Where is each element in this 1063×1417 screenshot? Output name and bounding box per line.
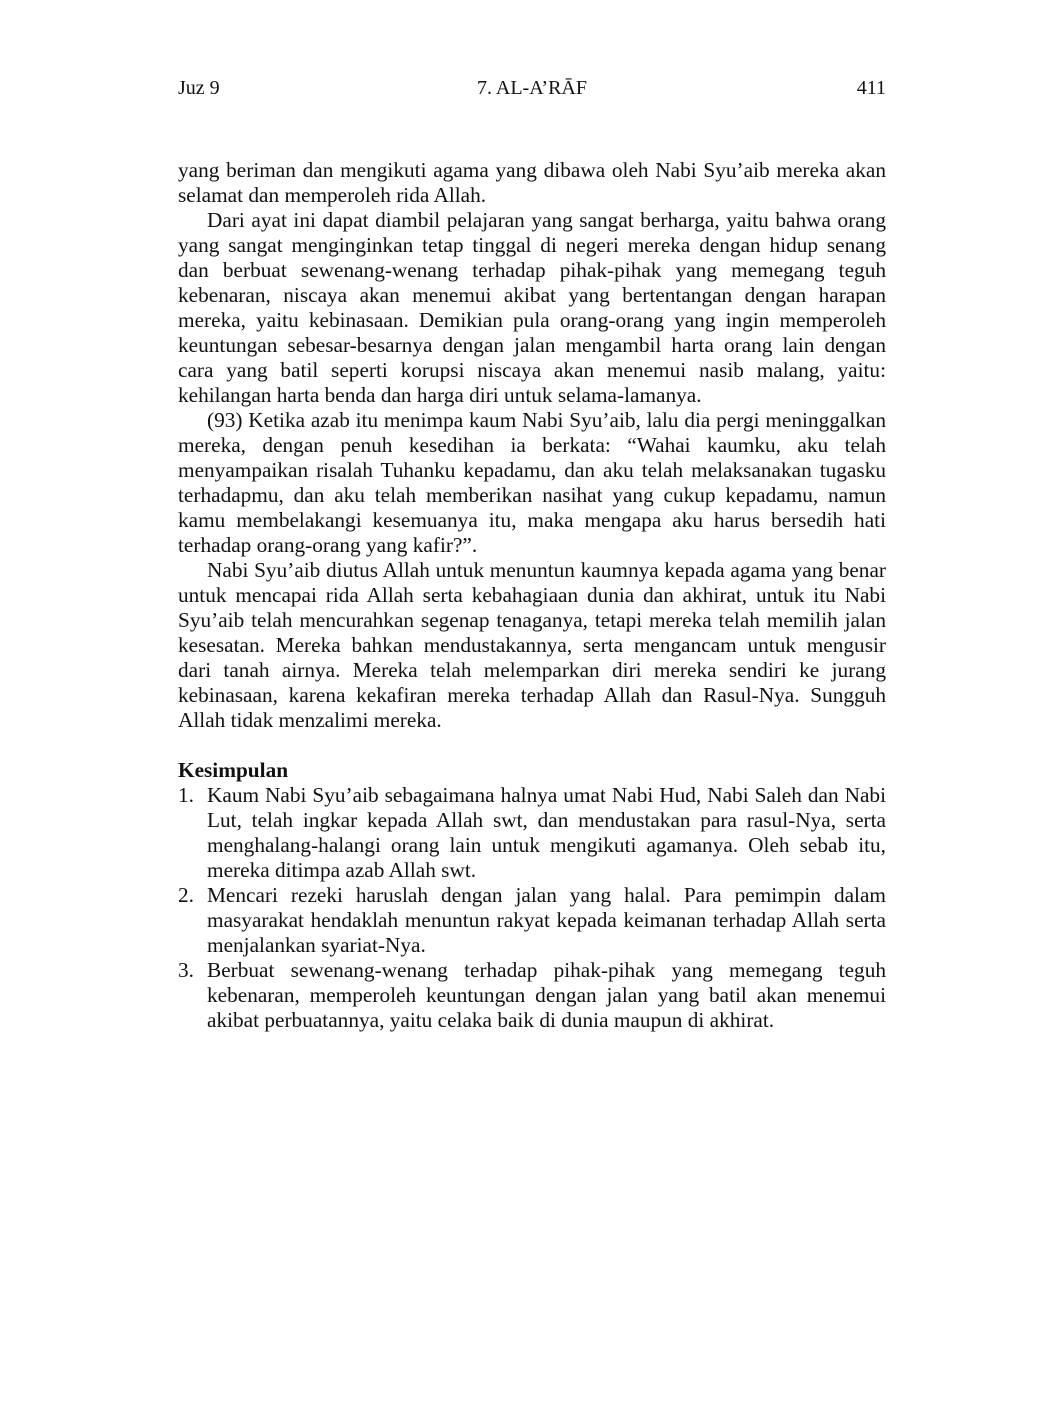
list-item: [178, 783, 886, 883]
list-item-number: 3.: [178, 958, 194, 982]
list-item-text: Mencari rezeki haruslah dengan jalan yang halal. Para pemimpin dalam masyarakat hendaklah menuntun rakyat kepada keimanan terhadap Allah serta menjalankan syariat-Nya.: [207, 883, 886, 957]
list-item-number: 2.: [178, 883, 194, 907]
juz-label: Juz 9: [178, 77, 220, 99]
list-item-number: 1.: [178, 783, 194, 807]
page-header: [178, 74, 886, 102]
paragraph-4: Nabi Syu’aib diutus Allah untuk menuntun kaumnya kepada agama yang benar untuk mencapai rida Allah serta kebahagiaan dunia dan akhirat, untuk itu Nabi Syu’aib telah mencurahkan segenap tenaganya, tetapi mereka telah memilih jalan kesesatan. Mereka bahkan mendustakannya, serta mengancam untuk mengusir dari tanah airnya. Mereka telah melemparkan diri mereka sendiri ke jurang kebinasaan, karena kekafiran mereka terhadap Allah dan Rasul-Nya. Sungguh Allah tidak menzalimi mereka.: [178, 558, 886, 732]
conclusion-list: [178, 783, 886, 1033]
surah-title: 7. AL-A’RĀF: [476, 77, 587, 99]
body-text: [178, 158, 886, 1033]
list-item: [178, 958, 886, 1033]
page-number: 411: [856, 77, 886, 99]
list-item-text: Kaum Nabi Syu’aib sebagaimana halnya umat Nabi Hud, Nabi Saleh dan Nabi Lut, telah ingkar kepada Allah swt, dan mendustakan para rasul-Nya, serta menghalang-halangi orang lain untuk mengikuti agamanya. Oleh sebab itu, mereka ditimpa azab Allah swt.: [207, 783, 886, 882]
list-item: [178, 883, 886, 958]
paragraph-2: Dari ayat ini dapat diambil pelajaran yang sangat berharga, yaitu bahwa orang yang sangat menginginkan tetap tinggal di negeri mereka dengan hidup senang dan berbuat sewenang-wenang terhadap pihak-pihak yang memegang teguh kebenaran, niscaya akan menemui akibat yang bertentangan dengan harapan mereka, yaitu kebinasaan. Demikian pula orang-orang yang ingin memperoleh keuntungan sebesar-besarnya dengan jalan mengambil harta orang lain dengan cara yang batil seperti korupsi niscaya akan menemui nasib malang, yaitu: kehilangan harta benda dan harga diri untuk selama-lamanya.: [178, 208, 886, 407]
paragraph-1: yang beriman dan mengikuti agama yang dibawa oleh Nabi Syu’aib mereka akan selamat dan memperoleh rida Allah.: [178, 158, 886, 207]
section-heading-kesimpulan: Kesimpulan: [178, 758, 289, 782]
list-item-text: Berbuat sewenang-wenang terhadap pihak-pihak yang memegang teguh kebenaran, memperoleh keuntungan dengan jalan yang batil akan menemui akibat perbuatannya, yaitu celaka baik di dunia maupun di akhirat.: [207, 958, 886, 1032]
paragraph-3: (93) Ketika azab itu menimpa kaum Nabi Syu’aib, lalu dia pergi meninggalkan mereka, dengan penuh kesedihan ia berkata: “Wahai kaumku, aku telah menyampaikan risalah Tuhanku kepadamu, dan aku telah melaksanakan tugasku terhadapmu, dan aku telah memberikan nasihat yang cukup kepadamu, namun kamu membelakangi kesemuanya itu, maka mengapa aku harus bersedih hati terhadap orang-orang yang kafir?”.: [178, 408, 886, 557]
